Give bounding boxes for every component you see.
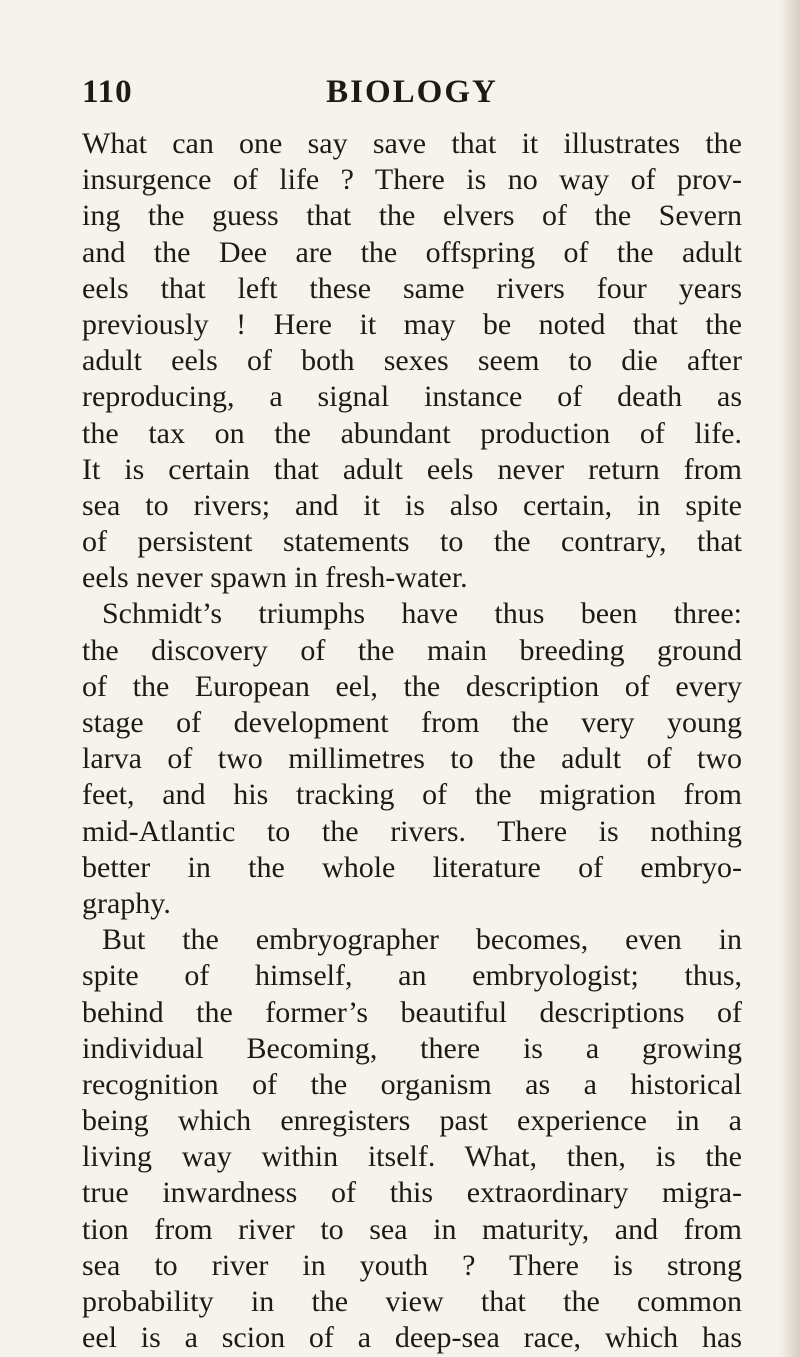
- text-line: true inwardness of this extraordinary migra-: [82, 1176, 742, 1210]
- text-line: of persistent statements to the contrary, that: [82, 525, 742, 559]
- text-line: stage of development from the very young: [82, 706, 742, 739]
- running-head: BIOLOGY: [326, 74, 498, 110]
- text-line: Schmidt’s triumphs have thus been three:: [102, 597, 742, 631]
- text-line: insurgence of life ? There is no way of prov-: [82, 163, 742, 197]
- text-line: reproducing, a signal instance of death as: [82, 380, 742, 414]
- text-line: individual Becoming, there is a growing: [82, 1031, 742, 1065]
- text-line: being which enregisters past experience in a: [82, 1104, 742, 1138]
- page-header: [82, 70, 742, 114]
- text-line: ing the guess that the elvers of the Severn: [82, 199, 742, 233]
- text-line: graphy.: [82, 886, 171, 920]
- text-line: behind the former’s beautiful descriptions of: [82, 995, 742, 1029]
- text-line: larva of two millimetres to the adult of two: [82, 742, 742, 776]
- page-number: 110: [82, 74, 133, 110]
- text-line: of the European eel, the description of every: [82, 669, 742, 703]
- text-line: eels that left these same rivers four years: [82, 271, 742, 305]
- text-line: What can one say save that it illustrates the: [82, 127, 742, 160]
- text-line: It is certain that adult eels never return from: [82, 452, 742, 486]
- text-line: eels never spawn in fresh-water.: [82, 561, 468, 595]
- text-line: and the Dee are the offspring of the adult: [82, 235, 742, 269]
- body-text: [82, 126, 742, 1356]
- text-line: spite of himself, an embryologist; thus,: [82, 959, 742, 993]
- text-line: living way within itself. What, then, is the: [82, 1140, 742, 1174]
- text-line: sea to river in youth ? There is strong: [82, 1248, 742, 1282]
- page-edge-shadow: [778, 0, 800, 1357]
- text-line: the tax on the abundant production of life.: [82, 416, 742, 450]
- text-line: mid-Atlantic to the rivers. There is nothing: [82, 814, 742, 848]
- text-line: eel is a scion of a deep-sea race, which has: [82, 1321, 742, 1355]
- text-line: previously ! Here it may be noted that the: [82, 307, 742, 341]
- text-line: feet, and his tracking of the migration from: [82, 778, 742, 812]
- text-line: tion from river to sea in maturity, and from: [82, 1212, 742, 1246]
- text-line: adult eels of both sexes seem to die after: [82, 344, 742, 378]
- text-line: sea to rivers; and it is also certain, in spite: [82, 488, 742, 522]
- text-line: better in the whole literature of embryo-: [82, 850, 742, 884]
- text-line: recognition of the organism as a historical: [82, 1067, 742, 1101]
- text-line: the discovery of the main breeding ground: [82, 633, 742, 667]
- text-line: probability in the view that the common: [82, 1285, 742, 1318]
- text-line: But the embryographer becomes, even in: [102, 923, 742, 957]
